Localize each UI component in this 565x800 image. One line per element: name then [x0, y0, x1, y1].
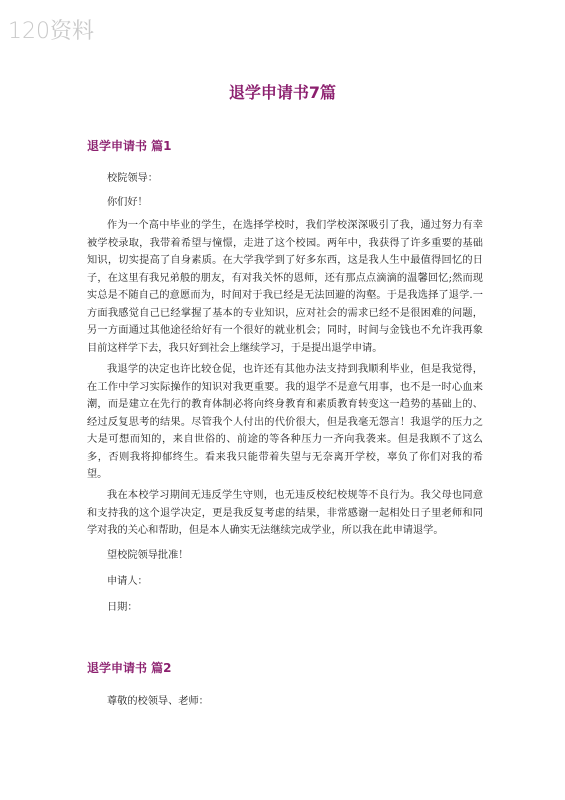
- greeting: 你们好！: [107, 197, 148, 208]
- paragraph-2-text: 我退学的决定也许比较仓促，也许还有其他办法支持到我顺利毕业，但是我觉得，在工作中学习实际操作的知识对我更重要。我的退学不是意气用事，也不是一时心血来潮，而是建立在先行的教育体制必将向终身教育和素质教育转变这一趋势的基础上的、经过反复思考的结果。尽管我个人付出的代价很大，但是我毫无怨言！我退学的压力之大是可想而知的，来自世俗的、前途的等各种压力一齐向我袭来。但是我顾不了这么多，否则我将抑郁终生。看来我只能带着失望与无奈离开学校，辜负了你们对我的希望。: [87, 364, 483, 480]
- watermark: 120资料: [8, 19, 94, 44]
- paragraph-2: [87, 361, 483, 484]
- document-title: 退学申请书7篇: [228, 83, 337, 102]
- salutation-2: 尊敬的校领导、老师：: [107, 696, 209, 707]
- approval-request: 望校院领导批准！: [107, 550, 189, 561]
- section-heading-1: 退学申请书 篇1: [87, 139, 172, 153]
- salutation: 校院领导：: [107, 173, 158, 184]
- paragraph-3: [87, 487, 483, 540]
- paragraph-3-text: 我在本校学习期间无违反学生守则，也无违反校纪校规等不良行为。我父母也同意和支持我的这个退学决定，更是我反复考虑的结果，非常感谢一起相处日子里老师和同学对我的关心和帮助，但是本人确实无法继续完成学业，所以我在此申请退学。: [87, 490, 483, 536]
- applicant-label: 申请人：: [107, 576, 148, 587]
- date-label: 日期：: [107, 602, 138, 613]
- section-heading-2: 退学申请书 篇2: [87, 661, 172, 675]
- paragraph-1-text: 作为一个高中毕业的学生，在选择学校时，我们学校深深吸引了我，通过努力有幸被学校录取，我带着希望与憧憬，走进了这个校园。两年中，我获得了许多重要的基础知识，切实提高了自身素质。在大学我学到了好多东西，这是我人生中最值得回忆的日子，在这里有我兄弟般的朋友，有对我关怀的恩师，还有那点点滴滴的温馨回忆;然而现实总是不随自己的意愿而为，时间对于我已经是无法回避的沟壑。于是我选择了退学.一方面我感觉自己已经掌握了基本的专业知识，应对社会的需求已经不是很困难的问题，另一方面通过其他途径给好有一个很好的就业机会；同时，时间与金钱也不允许我再象目前这样学下去，我只好到社会上继续学习，于是提出退学申请。: [87, 220, 483, 354]
- paragraph-1: [87, 217, 483, 357]
